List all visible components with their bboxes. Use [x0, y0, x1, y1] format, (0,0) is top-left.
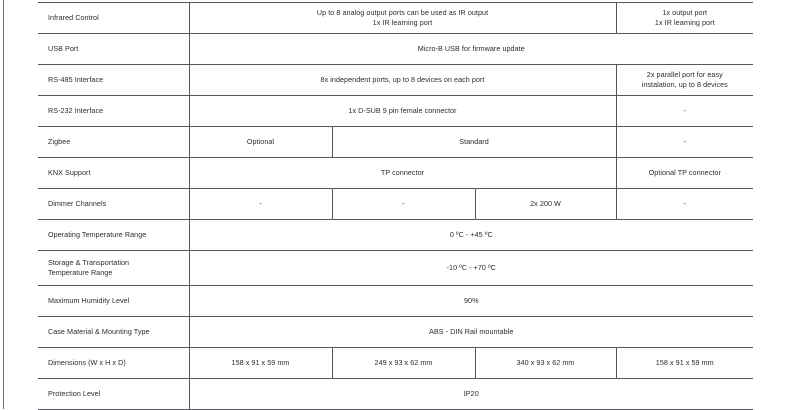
text-line: 1x IR learning port: [372, 18, 433, 27]
spec-value-cell: [616, 65, 753, 96]
spec-label-cell: [38, 127, 189, 158]
spec-label-text: [48, 13, 189, 23]
text-line: RS-485 Interface: [48, 74, 104, 84]
spec-value-text: [190, 106, 616, 116]
spec-value-cell: [189, 127, 332, 158]
spec-value-text: [333, 199, 475, 209]
spec-value-text: [333, 137, 616, 147]
spec-value-cell: [332, 127, 616, 158]
text-line: 158 x 91 x 59 mm: [655, 357, 714, 367]
spec-value-text: [190, 8, 616, 29]
spec-label-text: [48, 137, 189, 147]
text-line: Optional: [246, 136, 275, 146]
table-row: [38, 317, 753, 348]
spec-value-cell: [189, 317, 753, 348]
spec-value-text: [190, 296, 754, 306]
text-line: 8x independent ports, up to 8 devices on each port: [320, 74, 485, 84]
table-row: [38, 158, 753, 189]
text-line: TP connector: [380, 167, 425, 177]
table-row: [38, 65, 753, 96]
table-row: [38, 251, 753, 286]
text-line: -: [683, 105, 686, 115]
spec-label-text: [48, 296, 189, 306]
spec-value-cell: [189, 286, 753, 317]
table-row: [38, 220, 753, 251]
spec-label-text: [48, 327, 189, 337]
text-line: -: [259, 198, 262, 208]
spec-label-text: [48, 106, 189, 116]
page-border-line: [3, 0, 4, 409]
spec-label-cell: [38, 251, 189, 286]
table-row: [38, 34, 753, 65]
spec-label-text: [48, 199, 189, 209]
text-line: -: [683, 198, 686, 208]
spec-value-text: [617, 168, 754, 178]
spec-value-cell: [189, 3, 616, 34]
text-line: 1x IR learning port: [654, 18, 715, 27]
spec-value-cell: [616, 158, 753, 189]
spec-label-text: [48, 230, 189, 240]
spec-value-cell: [332, 348, 475, 379]
spec-label-cell: [38, 286, 189, 317]
text-line: Protection Level: [48, 388, 101, 398]
spec-value-text: [190, 389, 754, 399]
text-line: 249 x 93 x 62 mm: [374, 357, 433, 367]
text-line: Storage & Transportation: [48, 257, 130, 267]
specification-table: [38, 2, 753, 410]
specification-table-container: [38, 2, 753, 410]
table-row: [38, 127, 753, 158]
spec-value-text: [190, 75, 616, 85]
text-line: Dimensions (W x H x D): [48, 357, 126, 367]
table-row: [38, 189, 753, 220]
spec-label-text: [48, 389, 189, 399]
spec-value-cell: [616, 189, 753, 220]
text-line: 2x parallel port for easy: [646, 69, 723, 79]
text-line: Maximum Humidity Level: [48, 295, 130, 305]
spec-label-text: [48, 168, 189, 178]
table-row: [38, 286, 753, 317]
spec-value-text: [190, 44, 754, 54]
spec-label-cell: [38, 348, 189, 379]
text-line: USB Port: [48, 43, 79, 53]
spec-value-cell: [616, 348, 753, 379]
spec-value-cell: [189, 34, 753, 65]
spec-value-cell: [189, 379, 753, 410]
text-line: Zigbee: [48, 136, 71, 146]
spec-label-cell: [38, 158, 189, 189]
spec-value-text: [617, 70, 754, 91]
spec-value-text: [476, 358, 616, 368]
text-line: IP20: [463, 388, 479, 398]
table-row: [38, 96, 753, 127]
spec-label-cell: [38, 220, 189, 251]
spec-label-cell: [38, 96, 189, 127]
spec-value-cell: [189, 220, 753, 251]
spec-value-cell: [189, 348, 332, 379]
text-line: Micro-B USB for firmware update: [417, 43, 525, 53]
text-line: -: [683, 136, 686, 146]
spec-value-cell: [616, 3, 753, 34]
spec-value-cell: [475, 348, 616, 379]
spec-value-text: [190, 358, 332, 368]
text-line: ABS - DIN Rail mountable: [429, 326, 514, 336]
text-line: -10 ºC - +70 ºC: [446, 262, 496, 272]
text-line: -: [402, 198, 405, 208]
spec-value-text: [190, 137, 332, 147]
text-line: 158 x 91 x 59 mm: [231, 357, 290, 367]
spec-label-text: [48, 358, 189, 368]
text-line: Case Material & Mounting Type: [48, 326, 150, 336]
table-row: [38, 3, 753, 34]
text-line: 2x 200 W: [530, 198, 561, 208]
spec-value-text: [617, 8, 754, 29]
text-line: 0 ºC - +45 ºC: [449, 229, 493, 239]
spec-value-text: [190, 168, 616, 178]
text-line: 340 x 93 x 62 mm: [516, 357, 575, 367]
text-line: 1x D-SUB 9 pin female connector: [348, 105, 457, 115]
text-line: Up to 8 analog output ports can be used as IR output: [316, 7, 489, 17]
spec-value-text: [476, 199, 616, 209]
spec-value-text: [190, 327, 754, 337]
text-line: Temperature Range: [48, 268, 113, 277]
spec-label-text: [48, 44, 189, 54]
text-line: Infrared Control: [48, 12, 99, 22]
spec-value-text: [190, 263, 754, 273]
specification-table-body: [38, 3, 753, 410]
text-line: Dimmer Channels: [48, 198, 107, 208]
spec-value-cell: [475, 189, 616, 220]
spec-value-text: [617, 199, 754, 209]
spec-value-text: [617, 137, 754, 147]
text-line: KNX Support: [48, 167, 91, 177]
text-line: RS-232 Interface: [48, 105, 104, 115]
spec-value-text: [617, 106, 754, 116]
spec-value-cell: [616, 127, 753, 158]
spec-value-cell: [189, 96, 616, 127]
spec-label-cell: [38, 189, 189, 220]
spec-value-text: [617, 358, 754, 368]
spec-value-text: [190, 199, 332, 209]
spec-value-text: [333, 358, 475, 368]
text-line: Operating Temperature Range: [48, 229, 147, 239]
spec-label-cell: [38, 379, 189, 410]
spec-label-cell: [38, 65, 189, 96]
spec-label-cell: [38, 3, 189, 34]
spec-value-cell: [189, 189, 332, 220]
spec-value-cell: [189, 158, 616, 189]
spec-value-text: [190, 230, 754, 240]
text-line: Standard: [459, 136, 489, 146]
spec-value-cell: [616, 96, 753, 127]
spec-label-text: [48, 258, 189, 279]
table-row: [38, 348, 753, 379]
spec-value-cell: [332, 189, 475, 220]
spec-value-cell: [189, 65, 616, 96]
spec-label-text: [48, 75, 189, 85]
text-line: instalation, up to 8 devices: [641, 80, 728, 89]
text-line: Optional TP connector: [648, 167, 721, 177]
table-row: [38, 379, 753, 410]
text-line: 1x output port: [662, 7, 708, 17]
spec-label-cell: [38, 34, 189, 65]
spec-value-cell: [189, 251, 753, 286]
spec-label-cell: [38, 317, 189, 348]
text-line: 90%: [463, 295, 479, 305]
